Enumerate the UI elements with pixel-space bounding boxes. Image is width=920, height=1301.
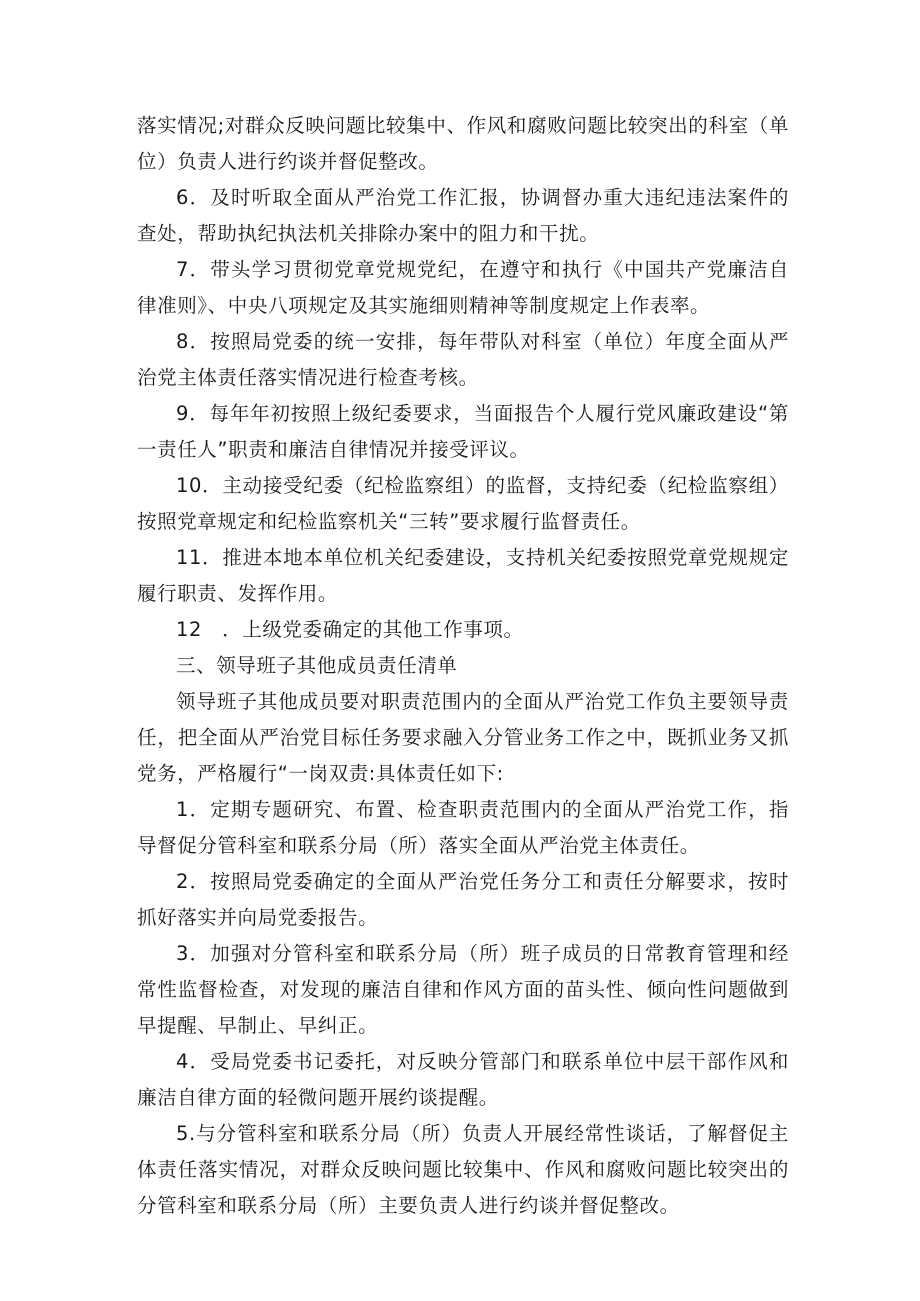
- paragraph-sub-item-2: 2．按照局党委确定的全面从严治党任务分工和责任分解要求，按时抓好落实并向局党委报告。: [137, 870, 789, 929]
- document-body: [137, 108, 789, 1224]
- paragraph-sub-item-5: 5.与分管科室和联系分局（所）负责人开展经常性谈话，了解督促主体责任落实情况，对群众反映问题比较集中、作风和腐败问题比较突出的分管科室和联系分局（所）主要负责人进行约谈并督促整改。: [137, 1122, 789, 1217]
- paragraph-item-10: 10．主动接受纪委（纪检监察组）的监督，支持纪委（纪检监察组）按照党章规定和纪检监察机关“三转”要求履行监督责任。: [137, 474, 789, 533]
- section-intro: 领导班子其他成员要对职责范围内的全面从严治党工作负主要领导责任，把全面从严治党目标任务要求融入分管业务工作之中，既抓业务又抓党务，严格履行“一岗双责:具体责任如下:: [137, 690, 789, 785]
- section-heading: 三、领导班子其他成员责任清单: [176, 654, 458, 677]
- paragraph-item-12: 12 ．上级党委确定的其他工作事项。: [176, 618, 524, 641]
- paragraph-sub-item-1: 1．定期专题研究、布置、检查职责范围内的全面从严治党工作，指导督促分管科室和联系分局（所）落实全面从严治党主体责任。: [137, 798, 789, 857]
- paragraph-item-6: 6．及时听取全面从严治党工作汇报，协调督办重大违纪违法案件的查处，帮助执纪执法机关排除办案中的阻力和干扰。: [137, 186, 789, 245]
- paragraph-item-11: 11．推进本地本单位机关纪委建设，支持机关纪委按照党章党规规定履行职责、发挥作用。: [137, 546, 789, 605]
- paragraph-sub-item-4: 4．受局党委书记委托，对反映分管部门和联系单位中层干部作风和廉洁自律方面的轻微问题开展约谈提醒。: [137, 1050, 789, 1109]
- paragraph-continuation: 落实情况;对群众反映问题比较集中、作风和腐败问题比较突出的科室（单位）负责人进行约谈并督促整改。: [137, 114, 789, 173]
- paragraph-item-7: 7．带头学习贯彻党章党规党纪，在遵守和执行《中国共产党廉洁自律准则》、中央八项规定及其实施细则精神等制度规定上作表率。: [137, 258, 789, 317]
- paragraph-item-9: 9．每年年初按照上级纪委要求，当面报告个人履行党风廉政建设“第一责任人”职责和廉洁自律情况并接受评议。: [137, 402, 789, 461]
- paragraph-sub-item-3: 3．加强对分管科室和联系分局（所）班子成员的日常教育管理和经常性监督检查，对发现的廉洁自律和作风方面的苗头性、倾向性问题做到早提醒、早制止、早纠正。: [137, 942, 789, 1037]
- paragraph-item-8: 8．按照局党委的统一安排，每年带队对科室（单位）年度全面从严治党主体责任落实情况进行检查考核。: [137, 330, 789, 389]
